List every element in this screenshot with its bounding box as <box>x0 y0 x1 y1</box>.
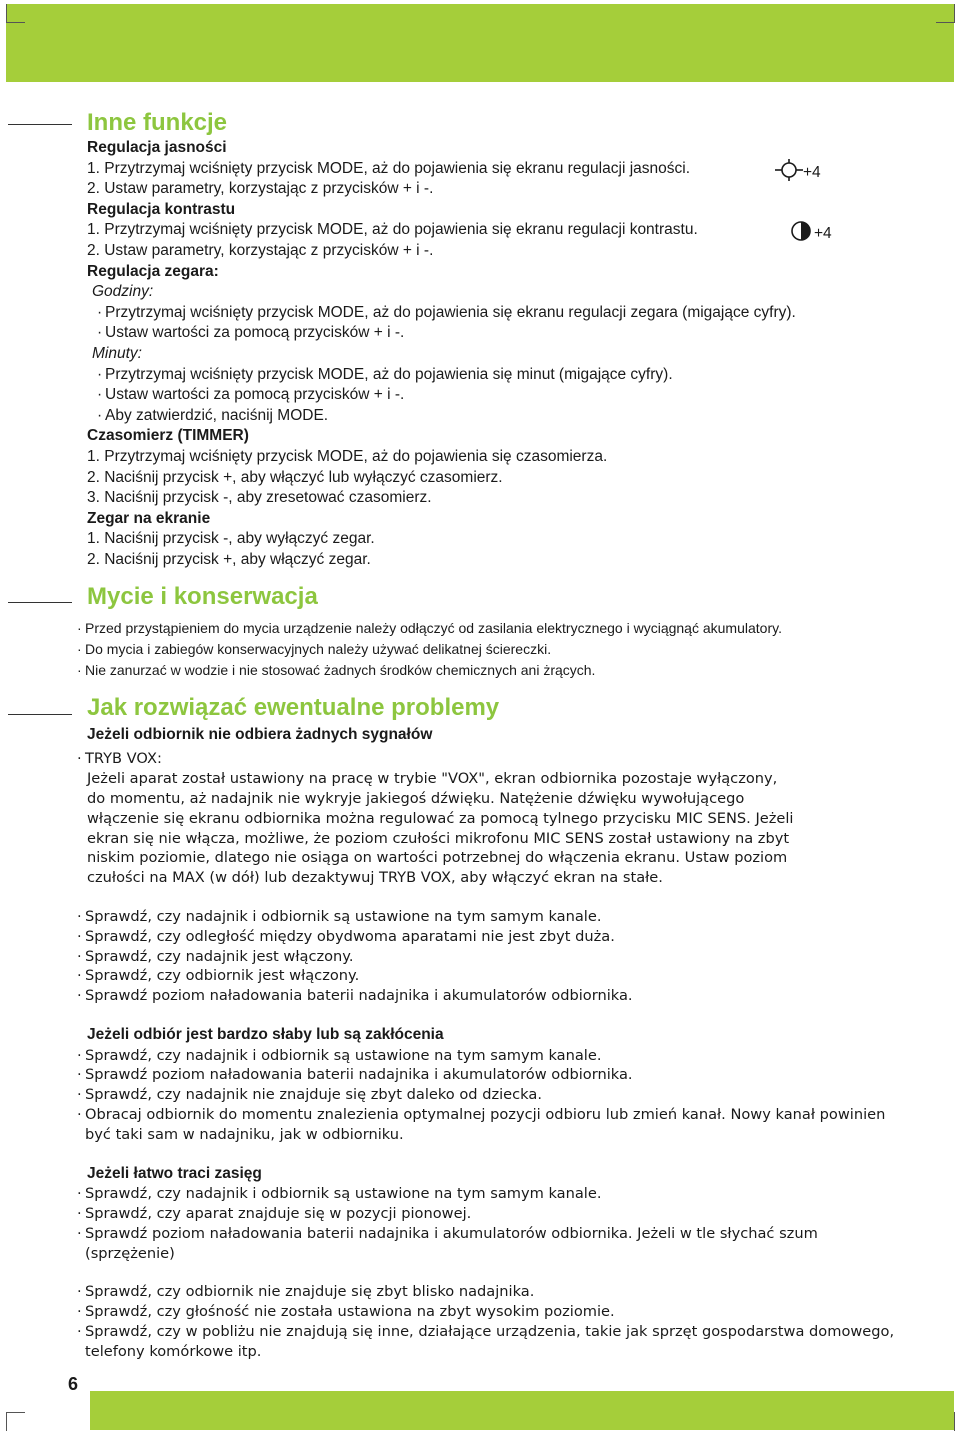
contrast-indicator <box>790 220 832 245</box>
range-check: · Sprawdź, czy głośność nie została ustawiona na zbyt wysokim poziomie. <box>77 1303 615 1321</box>
section-rule-inne <box>8 124 72 125</box>
timer-step: 3. Naciśnij przycisk -, aby zresetować czasomierz. <box>87 489 432 507</box>
brightness-step-1 <box>87 159 907 180</box>
vox-description-line: ekran się nie włącza, możliwe, że poziom czułości mikrofonu MIC SENS został ustawiony na zbyt <box>87 829 790 847</box>
heading-mycie: Mycie i konserwacja <box>87 583 318 611</box>
sun-icon <box>775 159 803 181</box>
clock-minutes-item: · Aby zatwierdzić, naciśnij MODE. <box>97 406 329 424</box>
brightness-step-2: 2. Ustaw parametry, korzystając z przycisków + i -. <box>87 180 434 198</box>
crop-mark-bottom-left <box>6 1412 25 1431</box>
vox-mode-item: · TRYB VOX: <box>77 749 907 769</box>
subheading-contrast: Regulacja kontrastu <box>87 200 236 218</box>
clock-hours-item: · Przytrzymaj wciśnięty przycisk MODE, aż do pojawienia się ekranu regulacji zegara (migające cyfry). <box>97 303 796 321</box>
weak-signal-check: · Sprawdź poziom naładowania baterii nadajnika i akumulatorów odbiornika. <box>77 1066 633 1084</box>
page-number: 6 <box>68 1374 79 1394</box>
subheading-weak-signal: Jeżeli odbiór jest bardzo słaby lub są zakłócenia <box>87 1026 444 1044</box>
contrast-value: +4 <box>814 225 832 243</box>
brightness-indicator <box>775 159 821 184</box>
range-check: · Sprawdź, czy aparat znajduje się w pozycji pionowej. <box>77 1204 472 1222</box>
brightness-step-1-text: 1. Przytrzymaj wciśnięty przycisk MODE, aż do pojawienia się ekranu regulacji jasności. <box>87 159 690 177</box>
weak-signal-check: · Obracaj odbiornik do momentu znalezienia optymalnej pozycji odbioru lub zmień kanał. Nowy kanał powinien być taki sam w nadajniku, jak w odbiorniku. <box>77 1106 886 1143</box>
screen-clock-step: 1. Naciśnij przycisk -, aby wyłączyć zegar. <box>87 530 375 548</box>
subheading-no-signal: Jeżeli odbiornik nie odbiera żadnych sygnałów <box>87 725 433 743</box>
subheading-timer: Czasomierz (TIMMER) <box>87 427 249 445</box>
vox-description-line: niskim poziomie, dlatego nie osiąga on wartości potrzebnej do włączenia ekranu. Ustaw poziom <box>87 849 788 867</box>
vox-description-line: Jeżeli aparat został ustawiony na pracę w trybie "VOX", ekran odbiornika pozostaje wyłączony, <box>87 770 778 788</box>
vox-description-line: włączenie się ekranu odbiornika można regulować za pomocą tylnego przycisku MIC SENS. Jeżeli <box>87 809 794 827</box>
heading-inne-funkcje: Inne funkcje <box>87 109 228 136</box>
range-check: · Sprawdź, czy odbiornik nie znajduje się zbyt blisko nadajnika. <box>77 1283 535 1301</box>
weak-signal-check: · Sprawdź, czy nadajnik nie znajduje się zbyt daleko od dziecka. <box>77 1086 542 1104</box>
footer-color-band <box>90 1391 954 1430</box>
clock-minutes-label: Minuty: <box>92 344 142 362</box>
weak-signal-check: · Sprawdź, czy nadajnik i odbiornik są ustawione na tym samym kanale. <box>77 1046 602 1064</box>
section-rule-mycie <box>8 602 72 603</box>
screen-clock-step: 2. Naciśnij przycisk +, aby włączyć zegar. <box>87 550 371 568</box>
crop-mark-top-left <box>6 4 25 23</box>
subheading-brightness: Regulacja jasności <box>87 139 227 156</box>
range-check: · Sprawdź, czy nadajnik i odbiornik są ustawione na tym samym kanale. <box>77 1185 602 1203</box>
section-rule-problemy <box>8 714 72 715</box>
contrast-step-1 <box>87 220 907 241</box>
no-signal-check: · Sprawdź, czy nadajnik jest włączony. <box>77 947 354 965</box>
no-signal-check: · Sprawdź, czy odległość między obydwoma aparatami nie jest zbyt duża. <box>77 927 615 945</box>
subheading-screen-clock: Zegar na ekranie <box>87 509 211 527</box>
range-check: · Sprawdź poziom naładowania baterii nadajnika i akumulatorów odbiornika. Jeżeli w tle słychać szum (sprzężenie) <box>77 1224 818 1262</box>
clock-minutes-item: · Ustaw wartości za pomocą przycisków + i -. <box>97 386 405 404</box>
timer-step: 1. Przytrzymaj wciśnięty przycisk MODE, aż do pojawienia się czasomierza. <box>87 447 608 465</box>
range-check: · Sprawdź, czy w pobliżu nie znajdują się inne, działające urządzenia, takie jak sprzęt gospodarstwa domowego, telefony komórkowe itp. <box>77 1322 895 1360</box>
care-item: · Nie zanurzać w wodzie i nie stosować żadnych środków chemicznych ani żrących. <box>77 662 596 679</box>
clock-minutes-item: · Przytrzymaj wciśnięty przycisk MODE, aż do pojawienia się minut (migające cyfry). <box>97 365 673 383</box>
vox-description-line: czułości na MAX (w dół) lub dezaktywuj TRYB VOX, aby włączyć ekran na stałe. <box>87 869 663 887</box>
care-item: · Przed przystąpieniem do mycia urządzenie należy odłączyć od zasilania elektrycznego i wyciągnąć akumulatory. <box>77 620 782 637</box>
no-signal-check: · Sprawdź poziom naładowania baterii nadajnika i akumulatorów odbiornika. <box>77 987 633 1005</box>
timer-step: 2. Naciśnij przycisk +, aby włączyć lub wyłączyć czasomierz. <box>87 468 503 486</box>
header-color-band <box>6 4 954 82</box>
vox-mode-label: TRYB VOX: <box>85 750 162 768</box>
subheading-clock: Regulacja zegara: <box>87 262 219 280</box>
brightness-value: +4 <box>803 163 821 181</box>
contrast-step-1-text: 1. Przytrzymaj wciśnięty przycisk MODE, aż do pojawienia się ekranu regulacji kontrastu. <box>87 221 698 239</box>
clock-hours-item: · Ustaw wartości za pomocą przycisków + i -. <box>97 324 405 342</box>
contrast-step-2: 2. Ustaw parametry, korzystając z przycisków + i -. <box>87 241 434 259</box>
vox-description-line: do momentu, aż nadajnik nie wykryje jakiegoś dźwięku. Natężenie dźwięku wywołującego <box>87 790 745 808</box>
heading-problemy: Jak rozwiązać ewentualne problemy <box>87 693 500 721</box>
subheading-loses-range: Jeżeli łatwo traci zasięg <box>87 1164 262 1182</box>
crop-mark-top-right <box>936 4 955 23</box>
no-signal-check: · Sprawdź, czy nadajnik i odbiornik są ustawione na tym samym kanale. <box>77 908 602 926</box>
care-item: · Do mycia i zabiegów konserwacyjnych należy używać delikatnej ściereczki. <box>77 641 552 658</box>
page-content <box>77 108 907 1362</box>
clock-hours-label: Godziny: <box>92 283 154 301</box>
contrast-icon <box>790 220 814 242</box>
no-signal-check: · Sprawdź, czy odbiornik jest włączony. <box>77 967 360 985</box>
